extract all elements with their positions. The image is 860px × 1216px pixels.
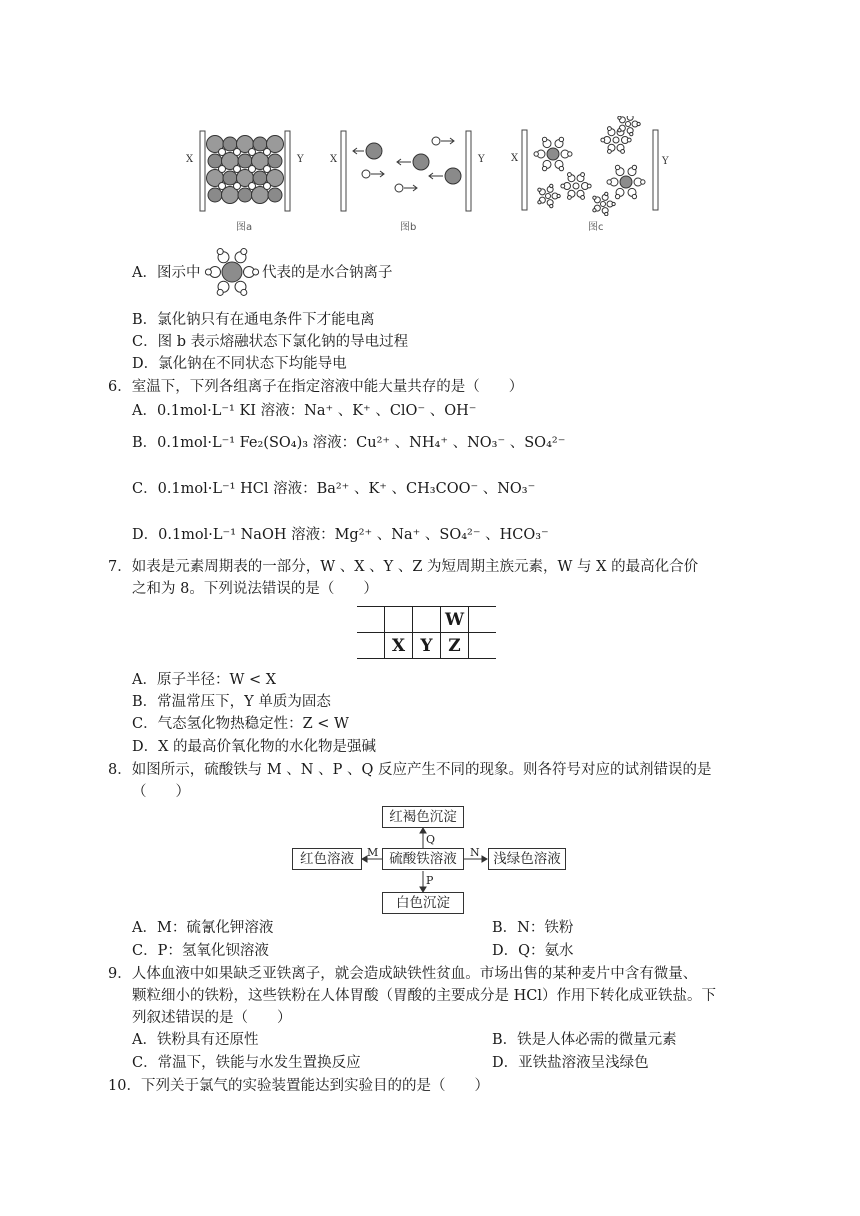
diagram-box-center: 硫酸铁溶液: [382, 848, 464, 870]
q5-option-a-suffix: 代表的是水合钠离子: [262, 265, 393, 281]
q8-stem-line1: 8．如图所示，硫酸铁与 M 、N 、P 、Q 反应产生不同的现象。则各符号对应的试剂错误的是: [108, 762, 712, 778]
q6-stem: 6．室温下，下列各组离子在指定溶液中能大量共存的是（ ）: [108, 379, 524, 395]
reaction-diagram: [290, 806, 580, 914]
q6-option-b: B．0.1mol·L⁻¹ Fe₂(SO₄)₃ 溶液：Cu²⁺ 、NH₄⁺ 、NO₃⁻ 、SO₄²⁻: [132, 435, 566, 451]
q7-option-d: D．X 的最高价氧化物的水化物是强碱: [132, 739, 377, 755]
q7-stem-line1: 7．如表是元素周期表的一部分，W 、X 、Y 、Z 为短周期主族元素，W 与 X 的最高化合价: [108, 559, 699, 575]
q9-option-c: C．常温下，铁能与水发生置换反应: [132, 1055, 361, 1071]
hydrated-ion-icon: [204, 242, 260, 302]
q5-option-d: D．氯化钠在不同状态下均能导电: [132, 356, 347, 372]
figure-b-molten-ions: [326, 126, 496, 216]
q7-stem-line2: 之和为 8。下列说法错误的是（ ）: [132, 581, 378, 597]
fig-a-label-x: X: [186, 154, 194, 165]
periodic-table-fragment: [357, 606, 496, 659]
pt-cell: [357, 607, 385, 633]
pt-cell-x: X: [385, 633, 413, 659]
pt-cell-w: W: [441, 607, 469, 633]
q9-stem-line1: 9．人体血液中如果缺乏亚铁离子，就会造成缺铁性贫血。市场出售的某种麦片中含有微量、: [108, 966, 698, 982]
figure-a-ionic-lattice: [180, 126, 310, 216]
q5-option-c: C．图 b 表示熔融状态下氯化钠的导电过程: [132, 334, 409, 350]
fig-b-caption: 图b: [400, 222, 417, 233]
fig-c-label-x: X: [511, 153, 519, 164]
figure-c-hydrated-ions: [508, 116, 678, 216]
q7-option-b: B．常温常压下，Y 单质为固态: [132, 694, 331, 710]
q8-option-d: D．Q：氨水: [492, 943, 574, 959]
fig-c-caption: 图c: [588, 222, 604, 233]
fig-a-caption: 图a: [236, 222, 253, 233]
fig-c-label-y: Y: [662, 156, 669, 167]
diagram-box-left: 红色溶液: [292, 848, 362, 870]
q6-option-d: D．0.1mol·L⁻¹ NaOH 溶液：Mg²⁺ 、Na⁺ 、SO₄²⁻ 、HCO₃⁻: [132, 527, 549, 543]
q8-option-c: C．P：氢氧化钡溶液: [132, 943, 269, 959]
fig-b-label-x: X: [330, 154, 338, 165]
q5-option-a-prefix: A．图示中: [132, 265, 201, 281]
fig-a-label-y: Y: [297, 154, 304, 165]
q8-option-b: B．N：铁粉: [492, 920, 574, 936]
q5-option-b: B．氯化钠只有在通电条件下才能电离: [132, 312, 375, 328]
diagram-box-bottom: 白色沉淀: [382, 892, 464, 914]
q7-option-c: C．气态氢化物热稳定性：Z < W: [132, 716, 349, 732]
pt-cell: [413, 607, 441, 633]
q9-stem-line3: 列叙述错误的是（ ）: [132, 1010, 292, 1026]
pt-cell: [469, 633, 497, 659]
diagram-box-top: 红褐色沉淀: [382, 806, 464, 828]
diagram-arrows: [290, 806, 580, 914]
q10-stem: 10．下列关于氯气的实验装置能达到实验目的的是（ ）: [108, 1078, 489, 1094]
arrow-label-q: Q: [426, 833, 436, 846]
q9-option-b: B．铁是人体必需的微量元素: [492, 1032, 677, 1048]
arrow-label-n: N: [470, 846, 480, 859]
diagram-box-right: 浅绿色溶液: [488, 848, 566, 870]
q6-option-a: A．0.1mol·L⁻¹ KI 溶液：Na⁺ 、K⁺ 、ClO⁻ 、OH⁻: [132, 403, 477, 419]
q9-stem-line2: 颗粒细小的铁粉，这些铁粉在人体胃酸（胃酸的主要成分是 HCl）作用下转化成亚铁盐。下: [132, 988, 716, 1004]
q9-option-a: A．铁粉具有还原性: [132, 1032, 259, 1048]
arrow-label-p: P: [426, 874, 434, 887]
q8-option-a: A．M：硫氰化钾溶液: [132, 920, 274, 936]
q8-stem-line2: （ ）: [132, 784, 190, 800]
q7-option-a: A．原子半径：W < X: [132, 672, 277, 688]
pt-cell: [357, 633, 385, 659]
pt-cell-y: Y: [413, 633, 441, 659]
q9-option-d: D．亚铁盐溶液呈浅绿色: [492, 1055, 649, 1071]
pt-cell: [385, 607, 413, 633]
pt-cell: [469, 607, 497, 633]
q6-option-c: C．0.1mol·L⁻¹ HCl 溶液：Ba²⁺ 、K⁺ 、CH₃COO⁻ 、NO₃⁻: [132, 481, 536, 497]
fig-b-label-y: Y: [478, 154, 485, 165]
pt-cell-z: Z: [441, 633, 469, 659]
arrow-label-m: M: [367, 846, 379, 859]
